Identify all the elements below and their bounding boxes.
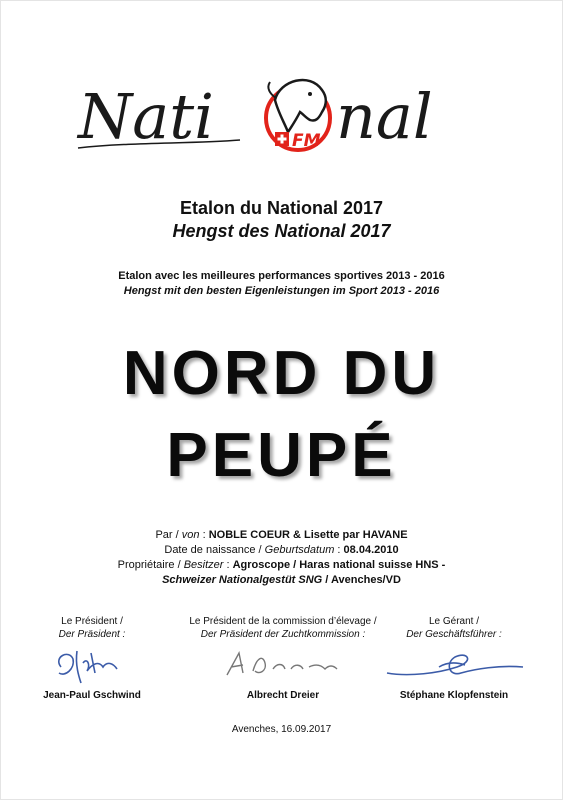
signature-klopfenstein <box>379 643 529 683</box>
logo-text-right: nal <box>336 80 433 153</box>
pedigree-label-de: von <box>181 529 200 541</box>
owner-label-sep: : <box>223 559 233 571</box>
signatory-name: Jean-Paul Gschwind <box>43 690 141 701</box>
owner-value-2-italic: Schweizer Nationalgestüt SNG <box>162 574 323 586</box>
signatory-role-fr: Le Gérant / <box>428 616 480 627</box>
birth-label-de: Geburtsdatum <box>264 544 335 556</box>
signature-gschwind <box>47 643 137 687</box>
logo-text-left: Nati <box>78 80 214 153</box>
pedigree-label-sep: : <box>199 529 209 541</box>
signatory-role-de: Der Präsident : <box>58 629 126 640</box>
owner-label-fr: Propriétaire / <box>117 559 184 571</box>
signature-dreier <box>213 643 353 683</box>
owner-line-1 <box>0 558 563 573</box>
birth-line <box>0 543 563 558</box>
birth-value: 08.04.2010 <box>343 544 399 556</box>
signatory-manager <box>354 615 554 701</box>
horse-name-line1: NORD DU <box>122 339 441 408</box>
owner-value-1: Agroscope / Haras national suisse HNS - <box>232 559 446 571</box>
signatory-name: Stéphane Klopfenstein <box>399 690 509 701</box>
place-date: Avenches, 16.09.2017 <box>231 724 332 735</box>
national-fm-logo <box>70 60 490 170</box>
signatory-breeding-commission <box>183 615 383 701</box>
title-de: Hengst des National 2017 <box>172 221 391 241</box>
subtitle-fr: Etalon avec les meilleures performances sportives 2013 - 2016 <box>118 270 445 282</box>
owner-label-de: Besitzer <box>183 559 224 571</box>
svg-text:FM: FM <box>292 131 321 151</box>
owner-line-2 <box>0 573 563 588</box>
signatory-president <box>0 615 192 701</box>
signatory-role-de: Der Präsident der Zuchtkommission : <box>200 629 366 640</box>
signatory-role-de: Der Geschäftsführer : <box>406 629 502 640</box>
pedigree-line <box>0 528 563 543</box>
birth-label-fr: Date de naissance / <box>164 544 265 556</box>
birth-label-sep: : <box>334 544 344 556</box>
pedigree-label-fr: Par / <box>155 529 182 541</box>
pedigree-value: NOBLE COEUR & Lisette par HAVANE <box>208 529 408 541</box>
signatory-name: Albrecht Dreier <box>246 690 320 701</box>
title-fr: Etalon du National 2017 <box>179 198 384 218</box>
horse-name-line2: PEUPÉ <box>166 421 397 490</box>
subtitle-de: Hengst mit den besten Eigenleistungen im Sport 2013 - 2016 <box>123 285 440 297</box>
signatory-role-fr: Le Président de la commission d’élevage / <box>189 616 377 627</box>
owner-value-2-rest: / Avenches/VD <box>322 574 401 586</box>
signatory-role-fr: Le Président / <box>61 616 123 627</box>
fm-badge <box>275 131 321 151</box>
